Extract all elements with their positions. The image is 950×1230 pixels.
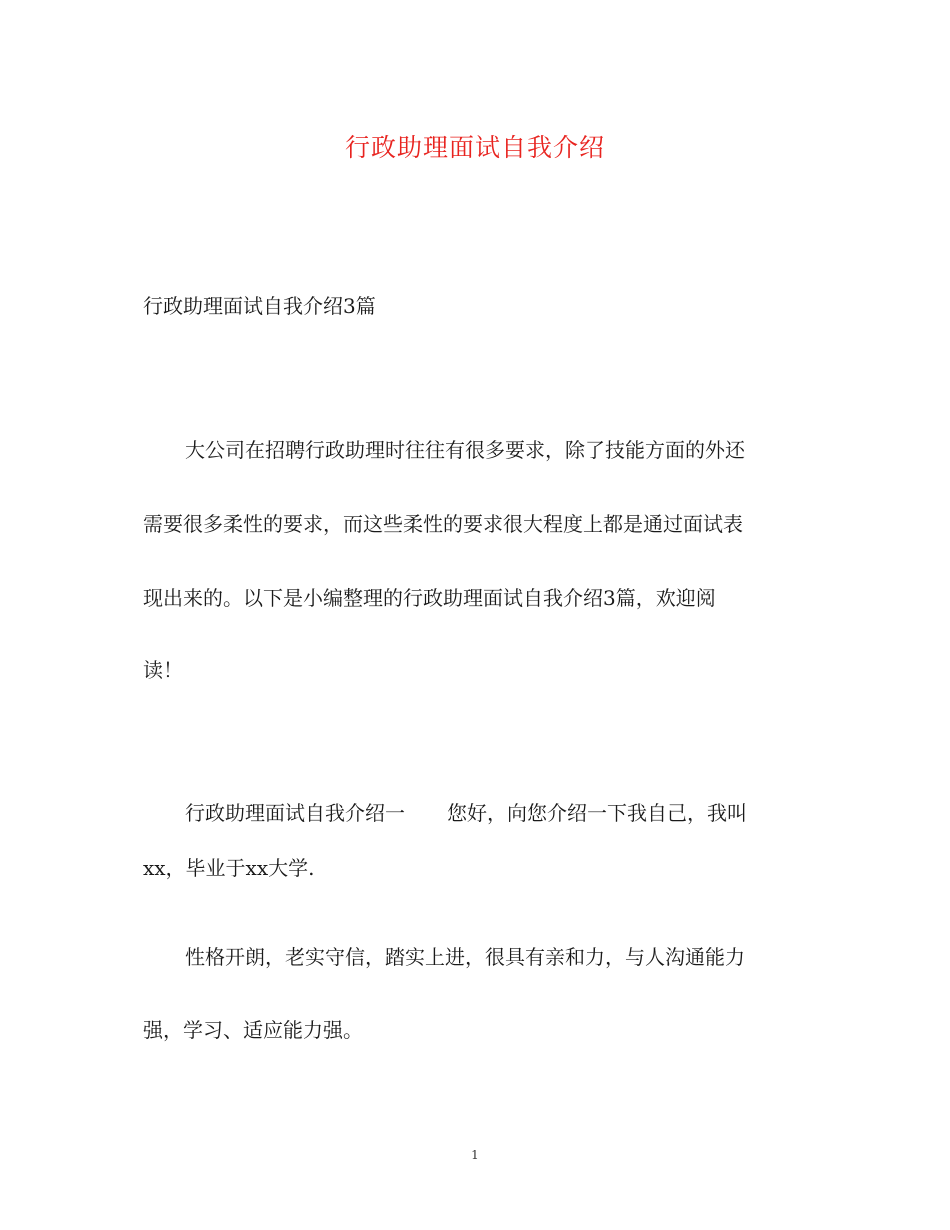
paragraph-line: 大公司在招聘行政助理时往往有很多要求，除了技能方面的外还 [185,438,745,462]
paragraph-line: 性格开朗，老实守信，踏实上进，很具有亲和力，与人沟通能力 [185,945,745,969]
paragraph-line: 强，学习、适应能力强。 [143,1018,363,1042]
paragraph-line: xx，毕业于xx大学. [143,856,315,880]
document-title: 行政助理面试自我介绍 [344,133,605,162]
paragraph-line: 现出来的。以下是小编整理的行政助理面试自我介绍3篇，欢迎阅 [143,586,716,610]
section-heading-line [185,798,747,828]
paragraph-line: 需要很多柔性的要求，而这些柔性的要求很大程度上都是通过面试表 [143,512,743,536]
page-number: 1 [471,1148,479,1162]
section-heading: 行政助理面试自我介绍一 [185,801,405,825]
intro-start-text: 您好，向您介绍一下我自己，我叫 [447,801,747,825]
document-subtitle: 行政助理面试自我介绍3篇 [143,294,376,318]
paragraph-line: 读！ [143,658,183,682]
